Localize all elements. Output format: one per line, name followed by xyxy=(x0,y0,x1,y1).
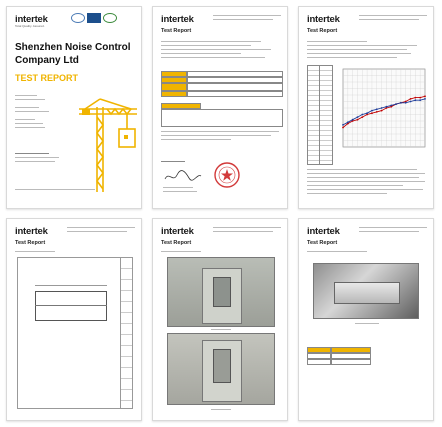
text-line xyxy=(213,231,273,232)
page-heading: Test Report xyxy=(161,28,192,34)
chart-point-s1-16 xyxy=(419,99,421,101)
intertek-logo: intertek xyxy=(15,226,48,237)
text-line xyxy=(15,251,55,252)
door-window xyxy=(213,349,231,383)
drawing-title-block xyxy=(121,257,133,409)
text-line xyxy=(307,45,417,46)
text-line xyxy=(307,181,425,182)
intertek-logo: intertek xyxy=(15,14,48,25)
chart-point-s1-0 xyxy=(342,124,344,126)
text-line xyxy=(359,15,427,16)
table-header-cell xyxy=(161,91,187,97)
text-line xyxy=(213,15,281,16)
text-line xyxy=(213,19,273,20)
door-panel xyxy=(202,340,242,402)
text-line xyxy=(67,227,135,228)
text-line xyxy=(161,53,241,54)
text-line xyxy=(307,57,397,58)
table-cell xyxy=(187,83,283,91)
text-line xyxy=(161,45,251,46)
text-line xyxy=(15,153,49,154)
table-cell xyxy=(187,91,283,97)
chart-point-s0-7 xyxy=(376,111,378,113)
text-line xyxy=(15,95,37,96)
ias-logo xyxy=(87,13,101,23)
table-cell xyxy=(307,359,331,365)
report-page-summary xyxy=(152,6,288,209)
intertek-logo: intertek xyxy=(161,226,194,237)
signature-graphic xyxy=(163,169,203,183)
text-line xyxy=(163,187,193,188)
chart-point-s1-4 xyxy=(361,114,363,116)
text-line xyxy=(359,227,427,228)
intertek-logo: intertek xyxy=(307,14,340,25)
text-line xyxy=(307,251,367,252)
text-line xyxy=(359,231,419,232)
chart-point-s1-14 xyxy=(410,101,412,103)
report-page-door-photos xyxy=(152,218,288,421)
chart-point-s1-12 xyxy=(400,102,402,104)
chart-point-s1-5 xyxy=(366,112,368,114)
chart-point-s0-17 xyxy=(424,95,426,97)
drawing-dimension-line xyxy=(35,285,107,286)
results-table-col-divider xyxy=(319,65,320,165)
text-line xyxy=(15,157,59,158)
drawing-panel-midline xyxy=(35,305,107,306)
chart-point-s1-11 xyxy=(395,103,397,105)
chart-point-s1-9 xyxy=(386,106,388,108)
report-page-drawing xyxy=(6,218,142,421)
text-line xyxy=(163,191,197,192)
cert-badge xyxy=(103,13,117,23)
text-line xyxy=(211,329,231,330)
chart-point-s0-14 xyxy=(410,98,412,100)
text-line xyxy=(161,135,271,136)
chart-point-s1-1 xyxy=(347,121,349,123)
chart-point-s1-3 xyxy=(357,116,359,118)
text-line xyxy=(161,139,231,140)
text-line xyxy=(161,161,185,162)
text-line xyxy=(307,173,425,174)
text-line xyxy=(161,57,265,58)
chart-point-s0-6 xyxy=(371,112,373,114)
chart-point-s1-8 xyxy=(381,107,383,109)
intertek-logo: intertek xyxy=(161,14,194,25)
text-line xyxy=(15,119,35,120)
results-table xyxy=(307,65,333,165)
text-line xyxy=(307,169,417,170)
text-line xyxy=(15,161,55,162)
text-line xyxy=(307,185,403,186)
report-page-results xyxy=(298,6,434,209)
transmission-loss-chart xyxy=(339,67,427,151)
text-line xyxy=(161,251,201,252)
table-cell xyxy=(161,109,283,127)
text-line xyxy=(161,49,271,50)
table-header-cell xyxy=(161,83,187,91)
door-window xyxy=(213,277,231,307)
text-line xyxy=(15,111,49,112)
logo-tagline: Total Quality. Assured. xyxy=(15,24,45,28)
chart-point-s1-2 xyxy=(352,119,354,121)
chart-point-s1-10 xyxy=(390,105,392,107)
text-line xyxy=(211,409,231,410)
chart-point-s0-15 xyxy=(414,97,416,99)
text-line xyxy=(161,131,279,132)
table-cell xyxy=(331,359,371,365)
chart-point-s0-4 xyxy=(361,116,363,118)
door-photo-back xyxy=(167,333,275,405)
chart-point-s1-13 xyxy=(405,102,407,104)
text-line xyxy=(213,227,281,228)
text-line xyxy=(15,99,45,100)
text-line xyxy=(355,323,379,324)
text-line xyxy=(307,193,387,194)
text-line xyxy=(67,231,127,232)
text-line xyxy=(15,123,43,124)
company-name: Shenzhen Noise Control Company Ltd xyxy=(15,42,131,66)
chart-point-s0-3 xyxy=(357,119,359,121)
drawing-panel-outline xyxy=(35,291,107,321)
text-line xyxy=(307,49,407,50)
specimen-photo xyxy=(313,263,419,319)
chart-point-s1-17 xyxy=(424,98,426,100)
text-line xyxy=(15,127,45,128)
text-line xyxy=(307,189,423,190)
chart-point-s0-0 xyxy=(342,127,344,129)
door-panel xyxy=(202,268,242,324)
page-heading: Test Report xyxy=(307,240,338,246)
text-line xyxy=(15,107,39,108)
text-line xyxy=(307,177,419,178)
chart-point-s1-15 xyxy=(414,99,416,101)
text-line xyxy=(161,41,261,42)
text-line xyxy=(307,41,367,42)
technical-drawing-frame xyxy=(17,257,121,409)
report-page-specimen xyxy=(298,218,434,421)
door-photo-front xyxy=(167,257,275,327)
page-heading: Test Report xyxy=(161,240,192,246)
chart-point-s1-6 xyxy=(371,110,373,112)
text-line xyxy=(307,53,411,54)
page-heading: Test Report xyxy=(307,28,338,34)
report-label: TEST REPORT xyxy=(15,73,79,83)
text-line xyxy=(359,19,419,20)
crane-illustration xyxy=(77,97,139,197)
chart-point-s1-7 xyxy=(376,108,378,110)
intertek-logo: intertek xyxy=(307,226,340,237)
page-heading: Test Report xyxy=(15,240,46,246)
report-page-cover xyxy=(6,6,142,209)
accreditation-logo xyxy=(71,13,85,23)
official-stamp xyxy=(213,161,241,189)
chart-point-s0-8 xyxy=(381,110,383,112)
chart-point-s0-16 xyxy=(419,97,421,99)
specimen-panel xyxy=(334,282,400,304)
